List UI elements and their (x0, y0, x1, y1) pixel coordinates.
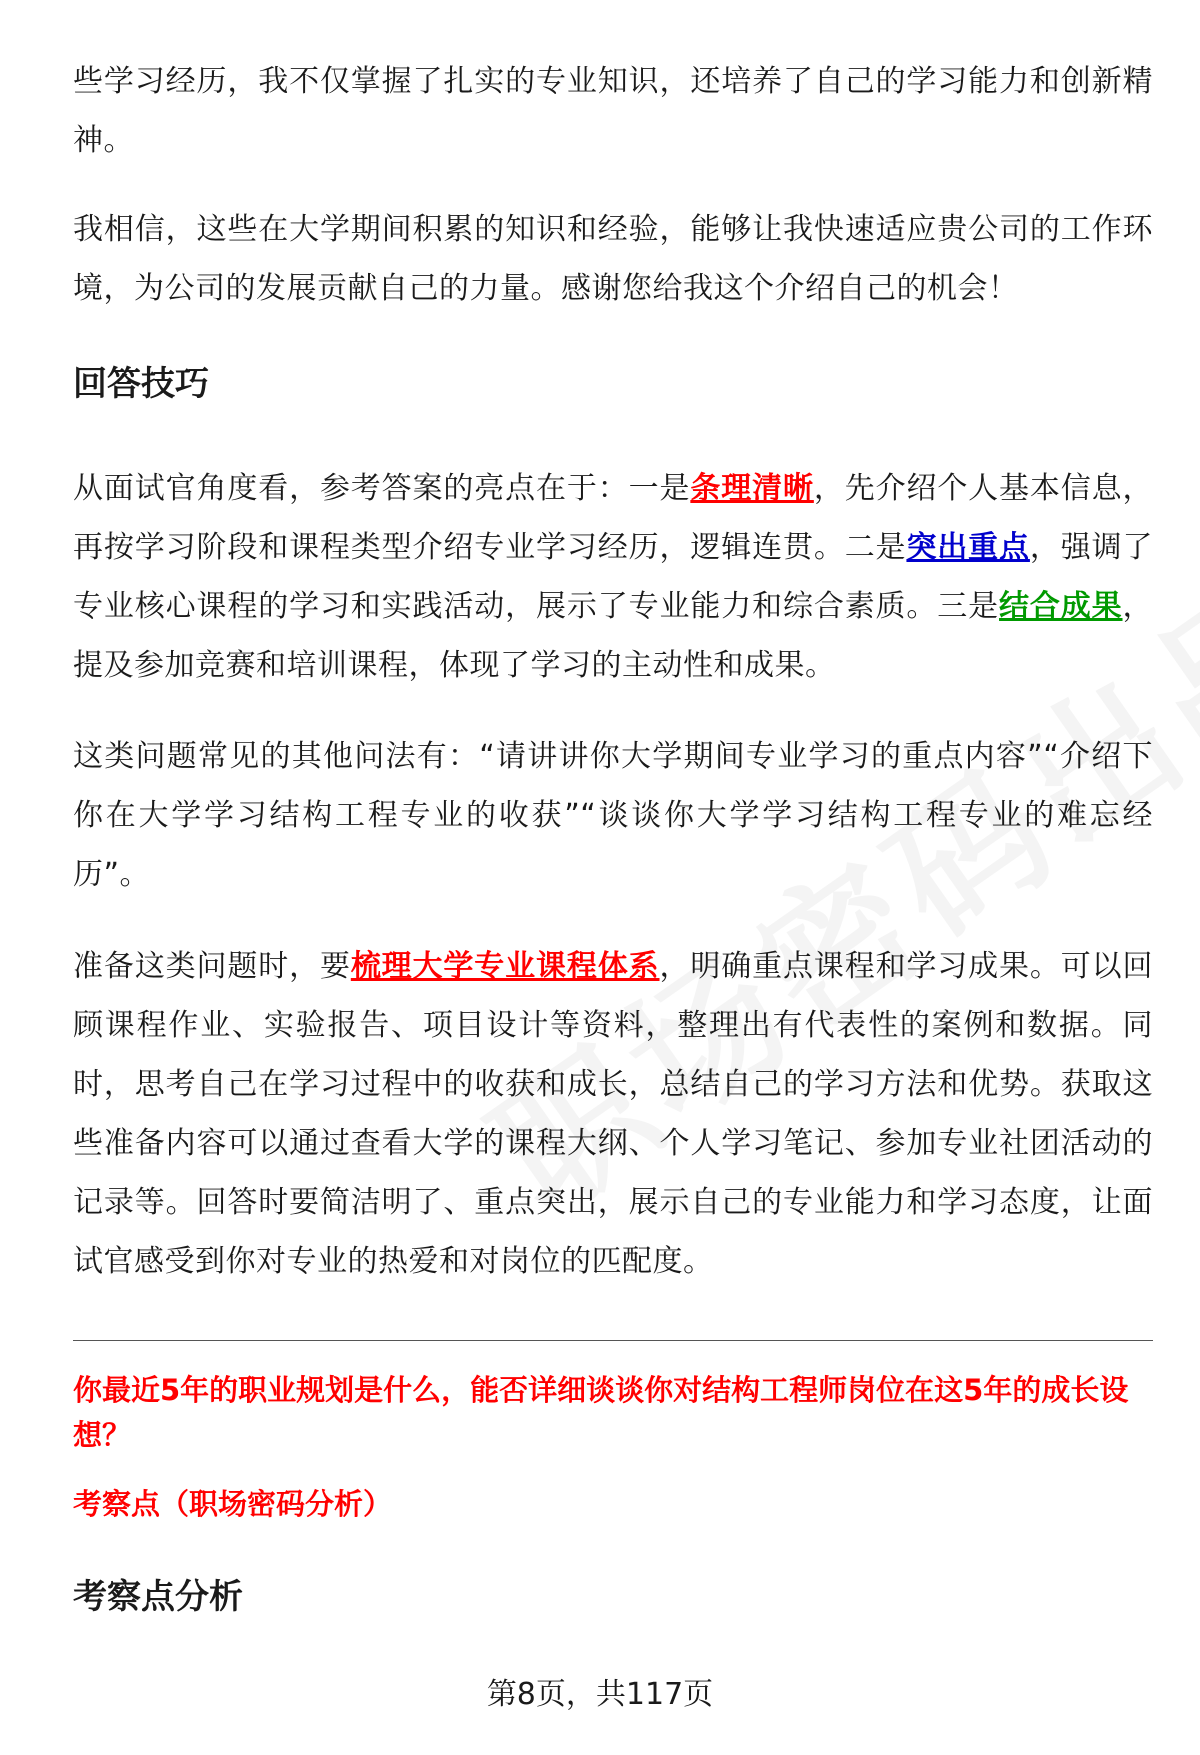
heading-answer-tips: 回答技巧 (73, 364, 209, 404)
question-title: 你最近5年的职业规划是什么，能否详细谈谈你对结构工程师岗位在这5年的成长设想？ (73, 1373, 1129, 1452)
paragraph-alternate-questions: 这类问题常见的其他问法有：“请讲讲你大学期间专业学习的重点内容”“介绍下你在大学学习结构工程专业的收获”“谈谈你大学学习结构工程专业的难忘经历”。 (73, 739, 1153, 892)
page-number-footer: 第8页，共117页 (486, 1677, 714, 1712)
section-divider (73, 1340, 1153, 1341)
highlight-focus-key-points: 突出重点 (906, 530, 1030, 565)
text-segment: ，提及参加竞赛和培训课程，体现了学习的主动性和成果。 (73, 589, 1154, 683)
text-segment: 从面试官角度看，参考答案的亮点在于：一是 (73, 471, 691, 506)
paragraph-preparation-advice (73, 937, 1153, 1291)
heading-assessment-analysis: 考察点分析 (73, 1577, 243, 1617)
text-segment: 准备这类问题时，要 (73, 949, 351, 984)
text-segment: ，强调了专业核心课程的学习和实践活动，展示了专业能力和综合素质。三是 (73, 530, 1154, 624)
paragraph-interviewer-view (73, 459, 1153, 695)
highlight-clear-structure: 条理清晰 (690, 471, 814, 506)
text-segment: ，明确重点课程和学习成果。可以回顾课程作业、实验报告、项目设计等资料，整理出有代表性的案例和数据。同时，思考自己在学习过程中的收获和成长，总结自己的学习方法和优势。获取这些准备内容可以通过查看大学的课程大纲、个人学习笔记、参加专业社团活动的记录等。回答时要简洁明了、重点突出，展示自己的专业能力和学习态度，让面试官感受到你对专业的热爱和对岗位的匹配度。 (73, 949, 1154, 1279)
assessment-point-label: 考察点（职场密码分析） (73, 1487, 393, 1521)
paragraph-closing-statement: 我相信，这些在大学期间积累的知识和经验，能够让我快速适应贵公司的工作环境，为公司的发展贡献自己的力量。感谢您给我这个介绍自己的机会！ (73, 212, 1153, 306)
text-segment: ，先介绍个人基本信息，再按学习阶段和课程类型介绍专业学习经历，逻辑连贯。二是 (73, 471, 1154, 565)
highlight-course-system: 梳理大学专业课程体系 (350, 949, 660, 984)
paragraph-learning-summary: 些学习经历，我不仅掌握了扎实的专业知识，还培养了自己的学习能力和创新精神。 (73, 64, 1153, 158)
highlight-combine-results: 结合成果 (999, 589, 1123, 624)
